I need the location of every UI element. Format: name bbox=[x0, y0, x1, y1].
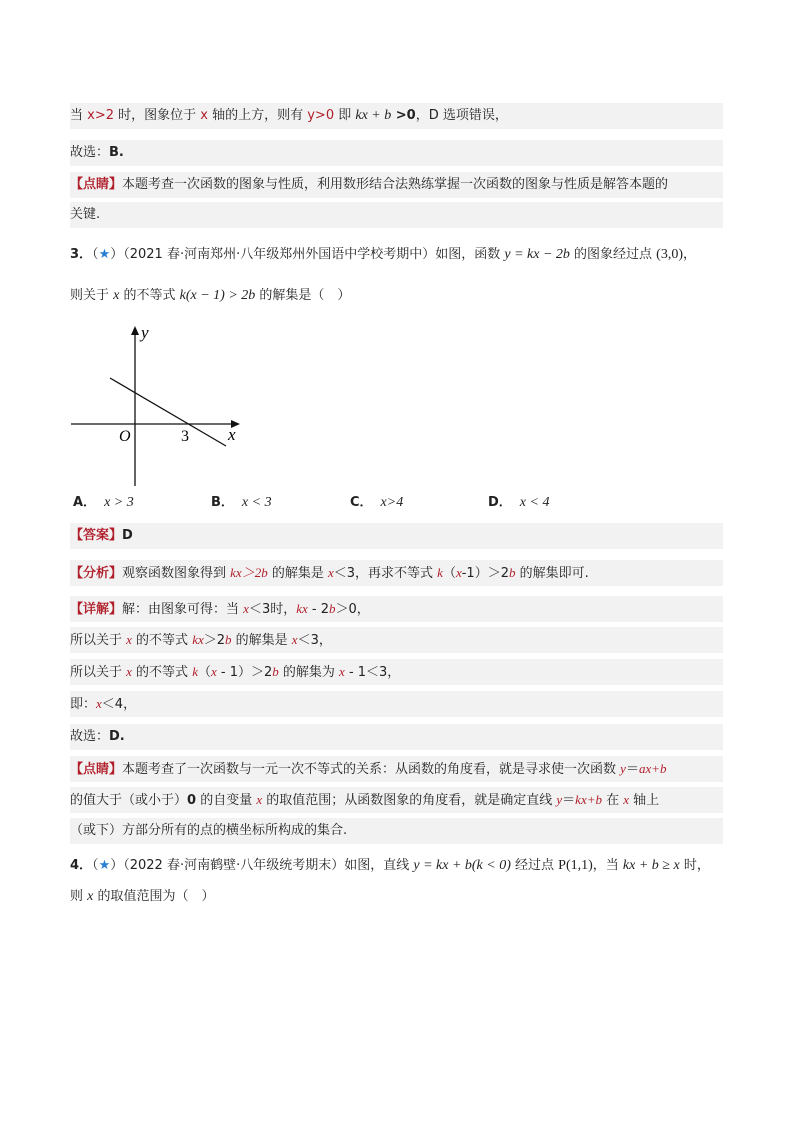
function-graph bbox=[68, 320, 248, 490]
choice-a[interactable]: A． x > 3 bbox=[73, 495, 134, 510]
analysis-line: 【分析】观察函数图象得到 kx＞2b 的解集是 x＜3，再求不等式 k（x-1）＞2b 的解集即可. bbox=[70, 560, 723, 586]
y-axis-arrow bbox=[131, 326, 139, 335]
choice-b[interactable]: B． x < 3 bbox=[211, 495, 272, 510]
x-axis-label: x bbox=[228, 425, 236, 444]
prev-comment-line-1: 【点睛】本题考查一次函数的图象与性质，利用数形结合法熟练掌握一次函数的图象与性质是解答本题的 bbox=[70, 172, 723, 198]
tick-label-3: 3 bbox=[181, 428, 189, 445]
question-4-line-2: 则 x 的取值范围为（ ） bbox=[70, 889, 215, 904]
detail-line-3: 所以关于 x 的不等式 k（x - 1）＞2b 的解集为 x - 1＜3， bbox=[70, 659, 723, 685]
detail-line-2: 所以关于 x 的不等式 kx＞2b 的解集是 x＜3， bbox=[70, 627, 723, 653]
choice-c[interactable]: C． x>4 bbox=[350, 495, 404, 510]
detail-line-4: 即：x＜4， bbox=[70, 691, 723, 717]
comment-line-2: 的值大于（或小于）0 的自变量 x 的取值范围；从函数图象的角度看，就是确定直线 y＝kx+b 在 x 轴上 bbox=[70, 787, 723, 813]
answer-line: 【答案】D bbox=[70, 523, 723, 549]
prev-comment-line-2: 关键. bbox=[70, 202, 723, 228]
detail-line-5: 故选：D. bbox=[70, 724, 723, 750]
star-icon: ★ bbox=[98, 858, 111, 873]
question-3-number: 3． bbox=[70, 247, 93, 262]
question-4-line-1: 4．（★）（2022 春·河南鹤壁·八年级统考期末）如图，直线 y = kx + b(k < 0) 经过点 P(1,1)，当 kx + b ≥ x 时， bbox=[70, 858, 710, 873]
question-3-line-1: 3．（★）（2021 春·河南郑州·八年级郑州外国语中学校考期中）如图，函数 y = kx − 2b 的图象经过点 (3,0)， bbox=[70, 247, 697, 262]
comment-line-1: 【点睛】本题考查了一次函数与一元一次不等式的关系：从函数的角度看，就是寻求使一次函数 y＝ax+b bbox=[70, 756, 723, 782]
question-3-line-2: 则关于 x 的不等式 k(x − 1) > 2b 的解集是（ ） bbox=[70, 288, 351, 303]
question-4-number: 4． bbox=[70, 858, 93, 873]
origin-label: O bbox=[119, 428, 131, 445]
comment-line-3: （或下）方部分所有的点的横坐标所构成的集合. bbox=[70, 818, 723, 844]
detail-line-1: 【详解】解：由图象可得：当 x＜3时，kx - 2b＞0， bbox=[70, 596, 723, 622]
star-icon: ★ bbox=[98, 247, 111, 262]
prev-solution-line-2: 故选：B. bbox=[70, 140, 723, 166]
choice-d[interactable]: D． x < 4 bbox=[488, 495, 550, 510]
y-axis-label: y bbox=[141, 323, 149, 342]
prev-solution-line-1: 当 x>2 时，图象位于 x 轴的上方，则有 y>0 即 kx + b >0，D 选项错误， bbox=[70, 103, 723, 129]
